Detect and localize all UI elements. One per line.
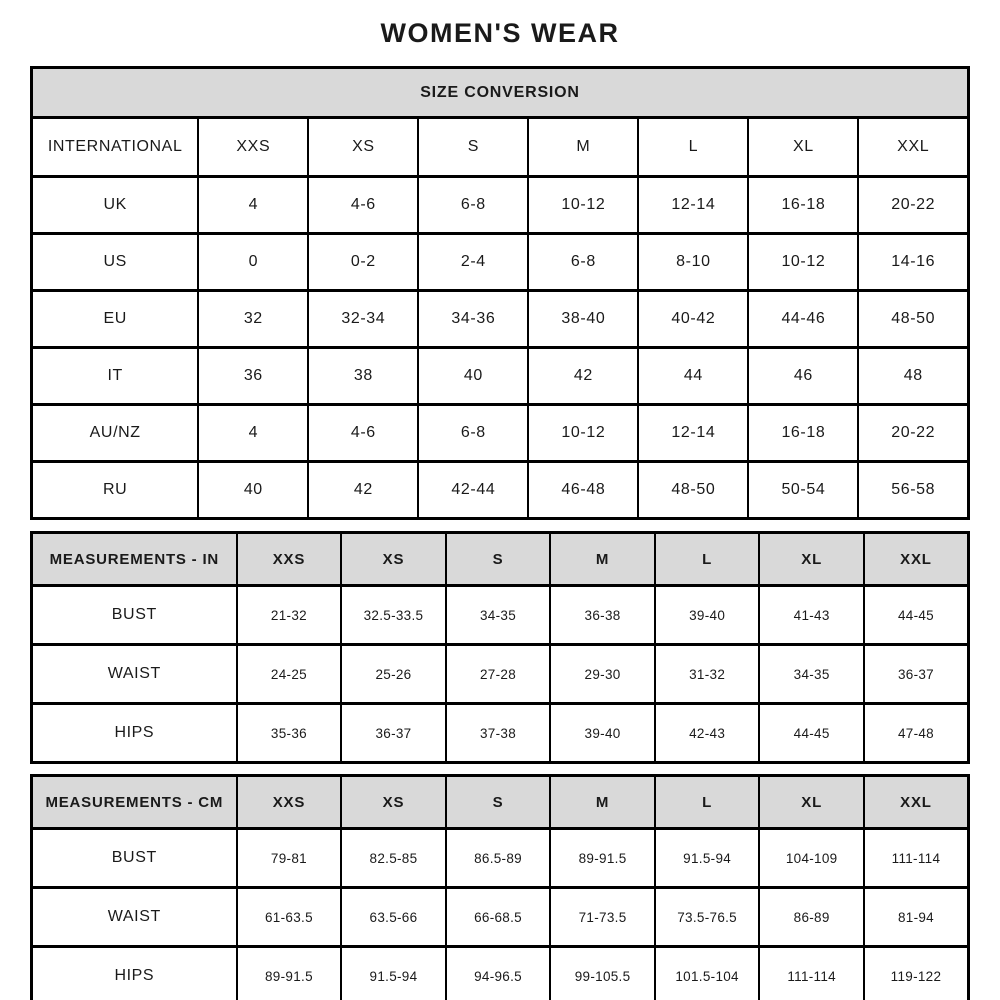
row-label-uk: UK [32, 177, 199, 234]
measurement-value-cell: 31-32 [655, 645, 760, 704]
size-value-cell: 16-18 [748, 405, 858, 462]
size-value-cell: 38 [308, 348, 418, 405]
size-value-cell: 32 [198, 291, 308, 348]
size-conversion-header: SIZE CONVERSION [32, 68, 969, 118]
measurement-value-cell: 34-35 [759, 645, 864, 704]
size-value-cell: 32-34 [308, 291, 418, 348]
size-value-cell: 48-50 [638, 462, 748, 519]
measurement-value-cell: 27-28 [446, 645, 551, 704]
measurement-value-cell: 66-68.5 [446, 888, 551, 947]
table-row-hips-in [32, 704, 969, 763]
column-header-l: L [655, 533, 760, 586]
size-conversion-table [30, 66, 970, 520]
measurement-value-cell: 73.5-76.5 [655, 888, 760, 947]
size-value-cell: 10-12 [748, 234, 858, 291]
column-header-m: M [550, 533, 655, 586]
size-value-cell: 12-14 [638, 405, 748, 462]
measurement-value-cell: 37-38 [446, 704, 551, 763]
measurement-value-cell: 42-43 [655, 704, 760, 763]
size-value-cell: 2-4 [418, 234, 528, 291]
measurement-value-cell: 36-37 [341, 704, 446, 763]
measurement-value-cell: 24-25 [237, 645, 342, 704]
size-value-cell: 6-8 [528, 234, 638, 291]
row-label-it: IT [32, 348, 199, 405]
page-title: WOMEN'S WEAR [380, 18, 620, 48]
measurement-value-cell: 101.5-104 [655, 947, 760, 1000]
row-label-waist: WAIST [32, 645, 237, 704]
size-value-cell: 46 [748, 348, 858, 405]
size-value-cell: 10-12 [528, 177, 638, 234]
measurement-value-cell: 99-105.5 [550, 947, 655, 1000]
size-value-cell: 6-8 [418, 405, 528, 462]
measurement-value-cell: 61-63.5 [237, 888, 342, 947]
column-header-xxs: XXS [237, 776, 342, 829]
row-label-eu: EU [32, 291, 199, 348]
measurement-value-cell: 36-37 [864, 645, 969, 704]
measurement-value-cell: 63.5-66 [341, 888, 446, 947]
size-value-cell: 50-54 [748, 462, 858, 519]
row-label-bust: BUST [32, 829, 237, 888]
measurement-value-cell: 21-32 [237, 586, 342, 645]
size-value-cell: 44 [638, 348, 748, 405]
measurement-value-cell: 119-122 [864, 947, 969, 1000]
measurements-in-table [30, 531, 970, 764]
measurement-value-cell: 34-35 [446, 586, 551, 645]
measurement-value-cell: 47-48 [864, 704, 969, 763]
column-header-m: M [550, 776, 655, 829]
row-label-bust: BUST [32, 586, 237, 645]
size-value-cell: 16-18 [748, 177, 858, 234]
size-value-cell: 38-40 [528, 291, 638, 348]
measurement-value-cell: 86.5-89 [446, 829, 551, 888]
size-value-cell: 0-2 [308, 234, 418, 291]
size-value-cell: 44-46 [748, 291, 858, 348]
size-value-cell: 4-6 [308, 177, 418, 234]
size-value-cell: 42 [528, 348, 638, 405]
table-row-waist-in [32, 645, 969, 704]
column-header-l: L [638, 118, 748, 177]
row-label-waist: WAIST [32, 888, 237, 947]
measurement-value-cell: 89-91.5 [237, 947, 342, 1000]
table-row-us [32, 234, 969, 291]
measurement-value-cell: 36-38 [550, 586, 655, 645]
column-header-m: M [528, 118, 638, 177]
size-value-cell: 4 [198, 177, 308, 234]
size-value-cell: 42 [308, 462, 418, 519]
measurement-value-cell: 91.5-94 [341, 947, 446, 1000]
measurement-value-cell: 71-73.5 [550, 888, 655, 947]
column-header-xxl: XXL [858, 118, 968, 177]
measurement-value-cell: 25-26 [341, 645, 446, 704]
column-header-s: S [418, 118, 528, 177]
size-value-cell: 48-50 [858, 291, 968, 348]
column-header-xl: XL [759, 776, 864, 829]
size-value-cell: 20-22 [858, 405, 968, 462]
measurement-value-cell: 91.5-94 [655, 829, 760, 888]
size-value-cell: 46-48 [528, 462, 638, 519]
measurement-value-cell: 111-114 [864, 829, 969, 888]
table-row-it [32, 348, 969, 405]
measurement-value-cell: 86-89 [759, 888, 864, 947]
measurement-value-cell: 32.5-33.5 [341, 586, 446, 645]
size-value-cell: 4 [198, 405, 308, 462]
measurement-value-cell: 79-81 [237, 829, 342, 888]
table-row-hips-cm [32, 947, 969, 1000]
size-value-cell: 48 [858, 348, 968, 405]
row-label-aunz: AU/NZ [32, 405, 199, 462]
column-header-xxs: XXS [237, 533, 342, 586]
column-header-xl: XL [748, 118, 858, 177]
size-value-cell: 12-14 [638, 177, 748, 234]
column-header-s: S [446, 776, 551, 829]
size-value-cell: 4-6 [308, 405, 418, 462]
table-row-bust-in [32, 586, 969, 645]
size-value-cell: 56-58 [858, 462, 968, 519]
row-label-hips: HIPS [32, 704, 237, 763]
size-value-cell: 8-10 [638, 234, 748, 291]
column-header-xs: XS [341, 776, 446, 829]
measurement-value-cell: 111-114 [759, 947, 864, 1000]
measurement-value-cell: 29-30 [550, 645, 655, 704]
size-value-cell: 20-22 [858, 177, 968, 234]
column-header-xl: XL [759, 533, 864, 586]
table-row-bust-cm [32, 829, 969, 888]
column-header-international: INTERNATIONAL [32, 118, 199, 177]
row-label-ru: RU [32, 462, 199, 519]
column-header-xxs: XXS [198, 118, 308, 177]
measurement-value-cell: 81-94 [864, 888, 969, 947]
row-label-us: US [32, 234, 199, 291]
size-value-cell: 10-12 [528, 405, 638, 462]
table-row-aunz [32, 405, 969, 462]
measurement-value-cell: 39-40 [550, 704, 655, 763]
column-header-xxl: XXL [864, 776, 969, 829]
table-row-uk [32, 177, 969, 234]
size-value-cell: 14-16 [858, 234, 968, 291]
measurement-value-cell: 44-45 [864, 586, 969, 645]
size-value-cell: 34-36 [418, 291, 528, 348]
size-value-cell: 40 [198, 462, 308, 519]
measurement-value-cell: 35-36 [237, 704, 342, 763]
measurements-cm-header: MEASUREMENTS - CM [32, 776, 237, 829]
size-value-cell: 6-8 [418, 177, 528, 234]
column-header-xxl: XXL [864, 533, 969, 586]
column-header-l: L [655, 776, 760, 829]
table-row-eu [32, 291, 969, 348]
measurement-value-cell: 94-96.5 [446, 947, 551, 1000]
row-label-hips: HIPS [32, 947, 237, 1000]
measurements-in-header: MEASUREMENTS - IN [32, 533, 237, 586]
measurement-value-cell: 44-45 [759, 704, 864, 763]
table-row-ru [32, 462, 969, 519]
measurement-value-cell: 82.5-85 [341, 829, 446, 888]
column-header-xs: XS [341, 533, 446, 586]
measurement-value-cell: 39-40 [655, 586, 760, 645]
measurement-value-cell: 104-109 [759, 829, 864, 888]
column-header-s: S [446, 533, 551, 586]
measurements-cm-table [30, 774, 970, 1000]
measurement-value-cell: 41-43 [759, 586, 864, 645]
size-value-cell: 36 [198, 348, 308, 405]
measurement-value-cell: 89-91.5 [550, 829, 655, 888]
size-value-cell: 0 [198, 234, 308, 291]
size-value-cell: 40-42 [638, 291, 748, 348]
size-value-cell: 42-44 [418, 462, 528, 519]
column-header-xs: XS [308, 118, 418, 177]
size-value-cell: 40 [418, 348, 528, 405]
table-row-waist-cm [32, 888, 969, 947]
